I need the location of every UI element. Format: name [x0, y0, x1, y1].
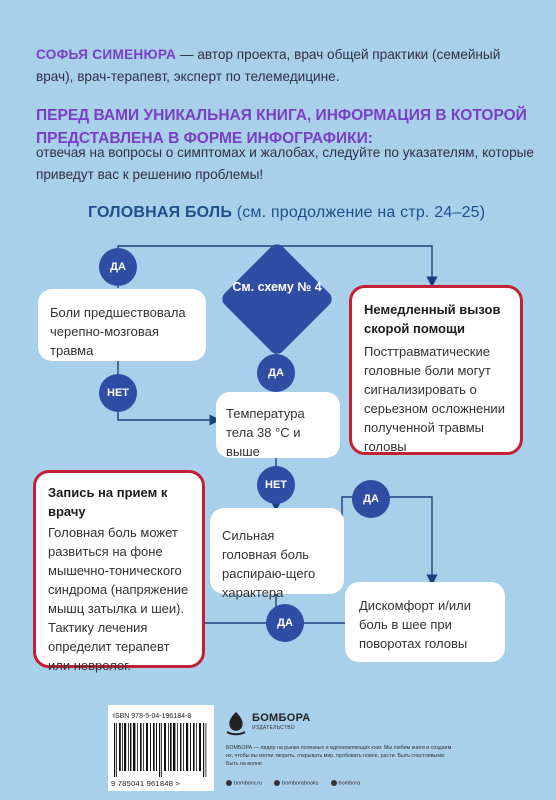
no-badge: НЕТ	[99, 374, 137, 412]
no-badge: НЕТ	[257, 466, 295, 504]
question-severe-pain: Сильная головная боль распираю-щего характера	[210, 508, 344, 594]
social-site-label: bombora.ru	[234, 780, 263, 787]
barcode-number: 9 785041 961848 >	[111, 779, 181, 788]
yes-badge: ДА	[99, 248, 137, 286]
barcode-panel	[108, 705, 214, 791]
author-name: СОФЬЯ СИМЕНЮРА	[36, 47, 177, 62]
yes-badge: ДА	[352, 480, 390, 518]
social-tg-label: bombora	[338, 780, 361, 787]
yes-badge: ДА	[257, 354, 295, 392]
telegram-icon	[331, 780, 337, 786]
question-trauma: Боли предшествовала черепно-мозговая травма	[38, 289, 206, 361]
publisher-socials	[226, 780, 452, 786]
result-emergency-text: Посттравматические головные боли могут сигнализировать о серьезном осложнении полученной травмы головы	[364, 344, 505, 454]
author-description: — автор проекта, врач общей практики (семейный врач), врач-терапевт, эксперт по телемедицине.	[36, 47, 501, 84]
barcode-icon	[113, 723, 209, 777]
question-neck-pain: Дискомфорт и/или боль в шее при поворотах головы	[345, 582, 505, 662]
social-vk-label: bomborabooks	[282, 780, 319, 787]
result-doctor-text: Головная боль может развиться на фоне мышечно-тонического синдрома (напряжение мышц затылка и шеи). Тактику лечения определит терапевт или невролог.	[48, 525, 189, 673]
publisher-blurb: БОМБОРА — лидер на рынке полезных и вдохновляющих книг. Мы любим книги и создаем их, чтобы вы могли творить, открывать мир, пробовать новое, расти. Быть счастливыми. Быть на волне.	[226, 745, 452, 767]
diamond-label: См. схему № 4	[232, 280, 322, 294]
vk-icon	[274, 780, 280, 786]
result-emergency-title: Немедленный вызов скорой помощи	[364, 302, 501, 336]
publisher-brand: БОМБОРА	[252, 712, 311, 724]
social-site[interactable]	[226, 780, 262, 786]
result-emergency	[349, 285, 523, 455]
social-tg[interactable]	[331, 780, 361, 786]
question-temperature: Температура тела 38 °С и выше	[216, 392, 340, 458]
isbn-label: ISBN 978-5-04-196184-8	[113, 713, 192, 720]
diamond-shape	[219, 241, 335, 357]
social-vk[interactable]	[274, 780, 318, 786]
result-doctor-appointment	[33, 470, 205, 673]
globe-icon	[226, 780, 232, 786]
result-doctor-title: Запись на прием к врачу	[48, 485, 168, 519]
yes-badge: ДА	[266, 604, 304, 642]
flowchart-title-main: ГОЛОВНАЯ БОЛЬ	[88, 204, 233, 221]
flowchart-title-note: (см. продолжение на стр. 24–25)	[232, 204, 486, 221]
refer-scheme-diamond	[232, 258, 322, 340]
book-subline: отвечая на вопросы о симптомах и жалобах, следуйте по указателям, которые приведут вас к решению проблемы!	[36, 145, 534, 182]
bombora-logo-icon	[224, 710, 248, 738]
book-headline: ПЕРЕД ВАМИ УНИКАЛЬНАЯ КНИГА, ИНФОРМАЦИЯ В КОТОРОЙ ПРЕДСТАВЛЕНА В ФОРМЕ ИНФОГРАФИКИ:	[36, 107, 527, 147]
publisher-subtitle: ИЗДАТЕЛЬСТВО	[252, 725, 295, 731]
